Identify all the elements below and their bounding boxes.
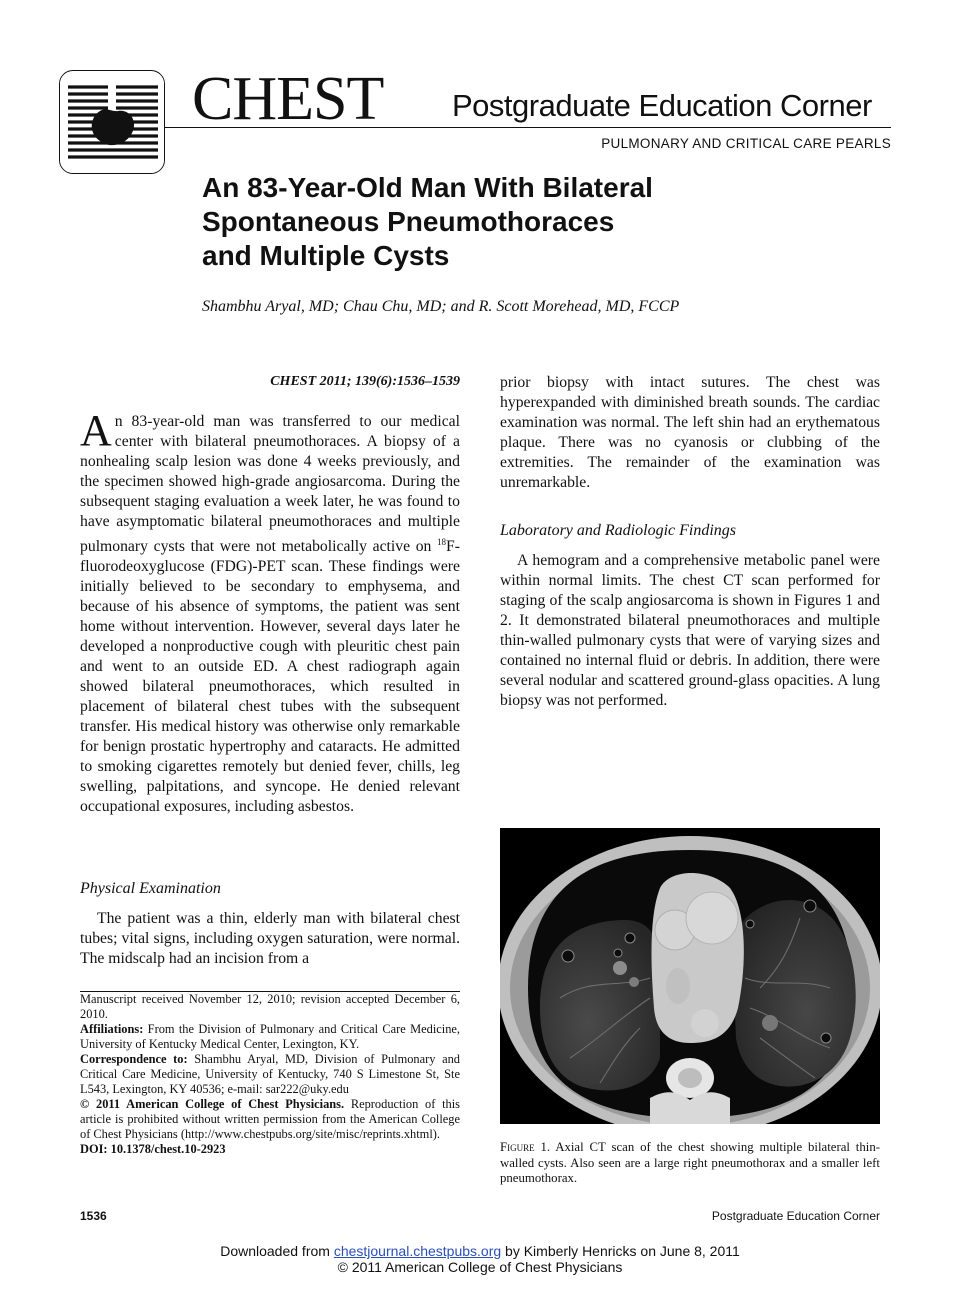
title-line: Spontaneous Pneumothoraces bbox=[202, 206, 615, 237]
article-title bbox=[202, 171, 822, 273]
received-note: Manuscript received November 12, 2010; revision accepted December 6, 2010. bbox=[80, 992, 460, 1021]
exam-continuation-paragraph bbox=[500, 373, 880, 493]
copyright-note bbox=[80, 1097, 460, 1142]
drop-cap: A bbox=[80, 406, 112, 455]
ct-scan-figure bbox=[500, 828, 880, 1124]
intro-text: n 83-year-old man was transferred to our medical center with bilateral pneumothoraces. A biopsy of a nonhealing scalp lesion was done 4 weeks previously, and the specimen showed high-grade angiosarcoma. During the subsequent staging evaluation a week later, he was found to have asymptomatic bilateral pneumothoraces and multiple pulmonary cysts that were not metabolically active on bbox=[80, 413, 460, 556]
title-line: An 83-Year-Old Man With Bilateral bbox=[202, 172, 653, 203]
download-suffix: by Kimberly Henricks on June 8, 2011 bbox=[501, 1243, 740, 1259]
footer-copyright: © 2011 American College of Chest Physicians bbox=[337, 1259, 623, 1275]
download-notice bbox=[0, 1243, 960, 1259]
journal-brand: CHEST bbox=[192, 65, 384, 133]
download-prefix: Downloaded from bbox=[220, 1243, 334, 1259]
lab-findings-heading: Laboratory and Radiologic Findings bbox=[500, 522, 736, 539]
affiliations-text: From the Division of Pulmonary and Critical Care Medicine, University of Kentucky Medical Center, Lexington, KY. bbox=[80, 1022, 461, 1051]
footer-section: Postgraduate Education Corner bbox=[711, 1209, 880, 1223]
physical-exam-text: The patient was a thin, elderly man with bilateral chest tubes; vital signs, including oxygen saturation, were normal. The midscalp had an incision from a bbox=[80, 910, 460, 967]
title-line: and Multiple Cysts bbox=[202, 240, 450, 271]
page-number: 1536 bbox=[80, 1209, 107, 1223]
physical-exam-paragraph bbox=[80, 909, 460, 969]
copyright-label: © 2011 American College of Chest Physicians. bbox=[80, 1097, 345, 1111]
ct-scan-image bbox=[500, 828, 880, 1124]
affiliations-label: Affiliations: bbox=[80, 1022, 144, 1036]
correspondence-note bbox=[80, 1052, 460, 1097]
header-rule bbox=[165, 127, 891, 128]
corner-title: Postgraduate Education Corner bbox=[452, 88, 872, 123]
affiliations-note bbox=[80, 1022, 460, 1052]
footnotes bbox=[80, 992, 460, 1157]
exam-continuation-text: prior biopsy with intact sutures. The chest was hyperexpanded with diminished breath sounds. The cardiac examination was normal. The left shin had an erythematous plaque. There was no cyanosis or clubbing of the extremities. The remainder of the examination was unremarkable. bbox=[500, 374, 880, 491]
physical-exam-heading: Physical Examination bbox=[80, 880, 221, 897]
isotope-superscript: 18 bbox=[437, 537, 447, 547]
figure-caption-text: Axial CT scan of the chest showing multiple bilateral thin-walled cysts. Also seen are a large right pneumothorax and a smaller left pneumothorax. bbox=[500, 1140, 880, 1185]
correspondence-text: Shambhu Aryal, MD, Division of Pulmonary and Critical Care Medicine, University of Kentucky, 740 S Limestone St, Ste L543, Lexington, KY 40536; e-mail: sar222@uky.edu bbox=[80, 1052, 461, 1096]
citation: CHEST 2011; 139(6):1536–1539 bbox=[270, 374, 460, 389]
lab-findings-text: A hemogram and a comprehensive metabolic panel were within normal limits. The chest CT scan performed for staging of the scalp angiosarcoma is shown in Figures 1 and 2. It demonstrated bilateral pneumothoraces and multiple thin-walled pulmonary cysts that were of varying sizes and contained no internal fluid or debris. In addition, there were several nodular and scattered ground-glass opacities. A lung biopsy was not performed. bbox=[500, 552, 880, 709]
intro-paragraph bbox=[80, 406, 460, 817]
figure-caption bbox=[500, 1140, 880, 1187]
copyright-text: Reproduction of this article is prohibited without written permission from the American College of Chest Physicians (http://www.chestpubs.org/site/misc/reprints.xhtml). bbox=[80, 1097, 460, 1141]
figure-label: Figure 1. bbox=[500, 1140, 551, 1154]
lungs-logo-icon bbox=[60, 71, 165, 174]
lab-findings-paragraph bbox=[500, 551, 880, 711]
journal-logo bbox=[59, 70, 165, 174]
correspondence-label: Correspondence to: bbox=[80, 1052, 188, 1066]
doi: DOI: 10.1378/chest.10-2923 bbox=[80, 1142, 226, 1156]
article-authors: Shambhu Aryal, MD; Chau Chu, MD; and R. Scott Morehead, MD, FCCP bbox=[202, 298, 680, 315]
section-label: PULMONARY AND CRITICAL CARE PEARLS bbox=[601, 136, 891, 151]
journal-link[interactable]: chestjournal.chestpubs.org bbox=[333, 1243, 502, 1259]
intro-text-cont: F-fluorodeoxyglucose (FDG)-PET scan. These findings were initially believed to be secondary to emphysema, and because of his absence of symptoms, the patient was sent home without intervention. However, several days later he developed a nonproductive cough with pleuritic chest pain and went to an outside ED. A chest radiograph again showed bilateral pneumothoraces, which resulted in placement of bilateral chest tubes with the subsequent transfer. His medical history was otherwise only remarkable for benign prostatic hypertrophy and cataracts. He admitted to smoking cigarettes remotely but denied fever, chills, leg swelling, palpitations, and syncope. He denied relevant occupational exposures, including asbestos. bbox=[80, 538, 460, 816]
